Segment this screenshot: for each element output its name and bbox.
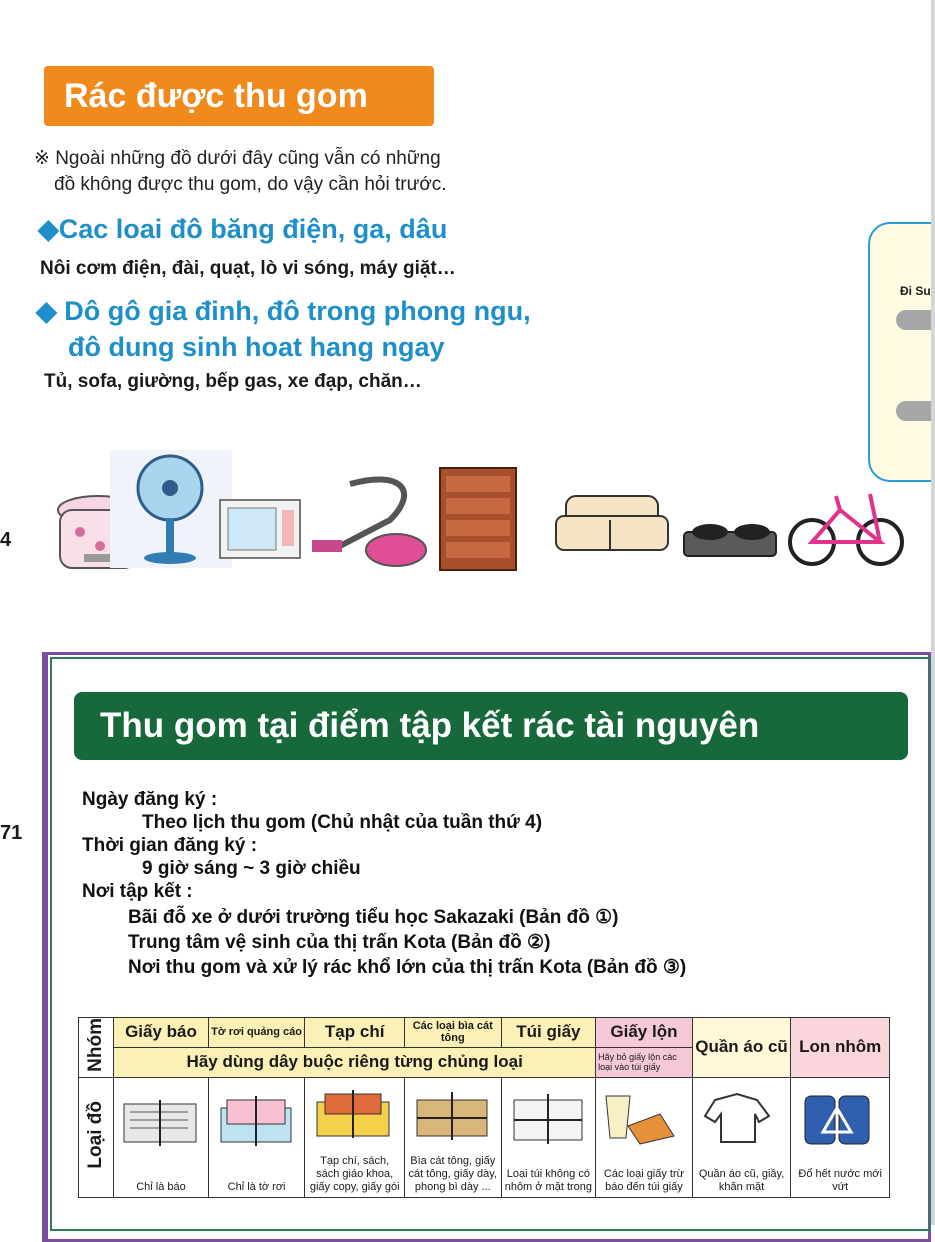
side-panel: [868, 222, 935, 482]
item-paper-bags: [501, 1077, 596, 1197]
note-line-2: đồ không được thu gom, do vậy cần hỏi trước.: [54, 174, 447, 195]
caption-cardboard: Bìa cát tông, giấy cát tông, giấy dày, phong bì dày ...: [408, 1154, 498, 1193]
location-1: Bãi đỗ xe ở dưới trường tiểu học Sakazaki (Bản đồ ①): [128, 907, 619, 928]
item-old-clothes: [692, 1077, 791, 1197]
cardboard-icon: [409, 1086, 495, 1142]
page-edge-stripe: [931, 0, 935, 1225]
note-line-1: ※ Ngoài những đồ dưới đây cũng vẫn có những: [34, 148, 441, 169]
mixed-paper-icon: [600, 1086, 686, 1150]
magazines-icon: [309, 1086, 397, 1142]
item-aluminum-cans: [791, 1077, 890, 1197]
page-number-4: 4: [0, 529, 12, 551]
header-paper-bags: Túi giấy: [501, 1018, 596, 1048]
side-panel-bar: [896, 310, 935, 330]
caption-paper-bags: Loại túi không có nhôm ở mặt trong: [504, 1167, 593, 1193]
side-panel-bar: [896, 401, 935, 421]
side-panel-label: Đi Su: [900, 284, 931, 298]
caption-mixed-paper: Các loại giấy trừ báo đến túi giấy: [603, 1167, 685, 1193]
aluminum-can-icon: [795, 1086, 881, 1150]
item-magazines: [305, 1077, 405, 1197]
category-heading-furniture-2: đô dung sinh hoat hang ngay: [68, 332, 445, 362]
header-aluminum-cans: Lon nhôm: [791, 1018, 890, 1078]
registration-date-label: Ngày đăng ký :: [82, 789, 218, 810]
caption-old-clothes: Quần áo cũ, giầy, khăn mặt: [698, 1167, 785, 1193]
section-title-collected-waste: Rác được thu gom: [44, 66, 434, 126]
waste-category-table: [78, 1017, 890, 1198]
header-flyers: Tờ rơi quảng cáo: [208, 1018, 305, 1048]
category-items-furniture: Tủ, sofa, giường, bếp gas, xe đạp, chăn…: [44, 371, 422, 392]
row-label-type-cell: [79, 1077, 114, 1197]
chest-of-drawers-icon: [440, 468, 516, 570]
old-clothes-icon: [697, 1086, 783, 1150]
item-flyers: [208, 1077, 305, 1197]
microwave-icon: [220, 500, 300, 558]
caption-magazines: Tạp chí, sách, sách giáo khoa, giấy copy, giấy gói: [309, 1154, 400, 1193]
header-newspaper: Giấy báo: [114, 1018, 209, 1048]
location-label: Nơi tập kết :: [82, 881, 193, 902]
location-3: Nơi thu gom và xử lý rác khổ lớn của thị trấn Kota (Bản đồ ③): [128, 957, 687, 978]
category-heading-furniture-1: ◆ Dô gô gia đinh, đô trong phong ngu,: [36, 296, 531, 326]
registration-date-value: Theo lịch thu gom (Chủ nhật của tuần thứ 4): [142, 812, 543, 833]
registration-time-label: Thời gian đăng ký :: [82, 835, 258, 856]
row-label-group-cell: [79, 1018, 114, 1078]
sofa-icon: [556, 496, 668, 550]
page-number-71: 71: [0, 822, 23, 844]
tie-instruction: Hãy dùng dây buộc riêng từng chủng loại: [114, 1047, 596, 1077]
item-cardboard: [404, 1077, 501, 1197]
row-label-type: Loại đồ: [85, 1101, 107, 1169]
category-items-appliances: Nôi cơm điện, đài, quạt, lò vi sóng, máy giặt…: [40, 258, 456, 279]
household-items-illustration: [50, 450, 910, 590]
location-2: Trung tâm vệ sinh của thị trấn Kota (Bản đồ ②): [128, 932, 551, 953]
row-label-group: Nhóm: [85, 1018, 107, 1072]
registration-time-value: 9 giờ sáng ~ 3 giờ chiều: [142, 858, 361, 879]
electric-fan-icon: [110, 450, 232, 568]
caption-aluminum-cans: Đổ hết nước mới vứt: [798, 1167, 882, 1193]
header-old-clothes: Quần áo cũ: [692, 1018, 791, 1078]
flyers-icon: [213, 1086, 299, 1156]
mixed-paper-note: Hãy bỏ giấy lộn các loại vào túi giấy: [596, 1047, 693, 1077]
vacuum-cleaner-icon: [312, 479, 426, 566]
header-mixed-paper: Giấy lộn: [596, 1018, 693, 1048]
bicycle-icon: [790, 494, 902, 564]
paper-bags-icon: [506, 1086, 590, 1148]
resource-collection-title: Thu gom tại điểm tập kết rác tài nguyên: [74, 692, 908, 760]
item-mixed-paper: [596, 1077, 693, 1197]
item-newspaper: [114, 1077, 209, 1197]
header-cardboard: Các loại bìa cát tông: [404, 1018, 501, 1048]
header-magazines: Tạp chí: [305, 1018, 405, 1048]
caption-flyers: Chỉ là tờ rơi: [227, 1180, 286, 1193]
category-heading-appliances: ◆Cac loai đô băng điện, ga, dâu: [38, 214, 448, 244]
newspaper-icon: [118, 1086, 202, 1156]
gas-stove-icon: [684, 524, 776, 556]
caption-newspaper: Chỉ là báo: [136, 1180, 186, 1193]
